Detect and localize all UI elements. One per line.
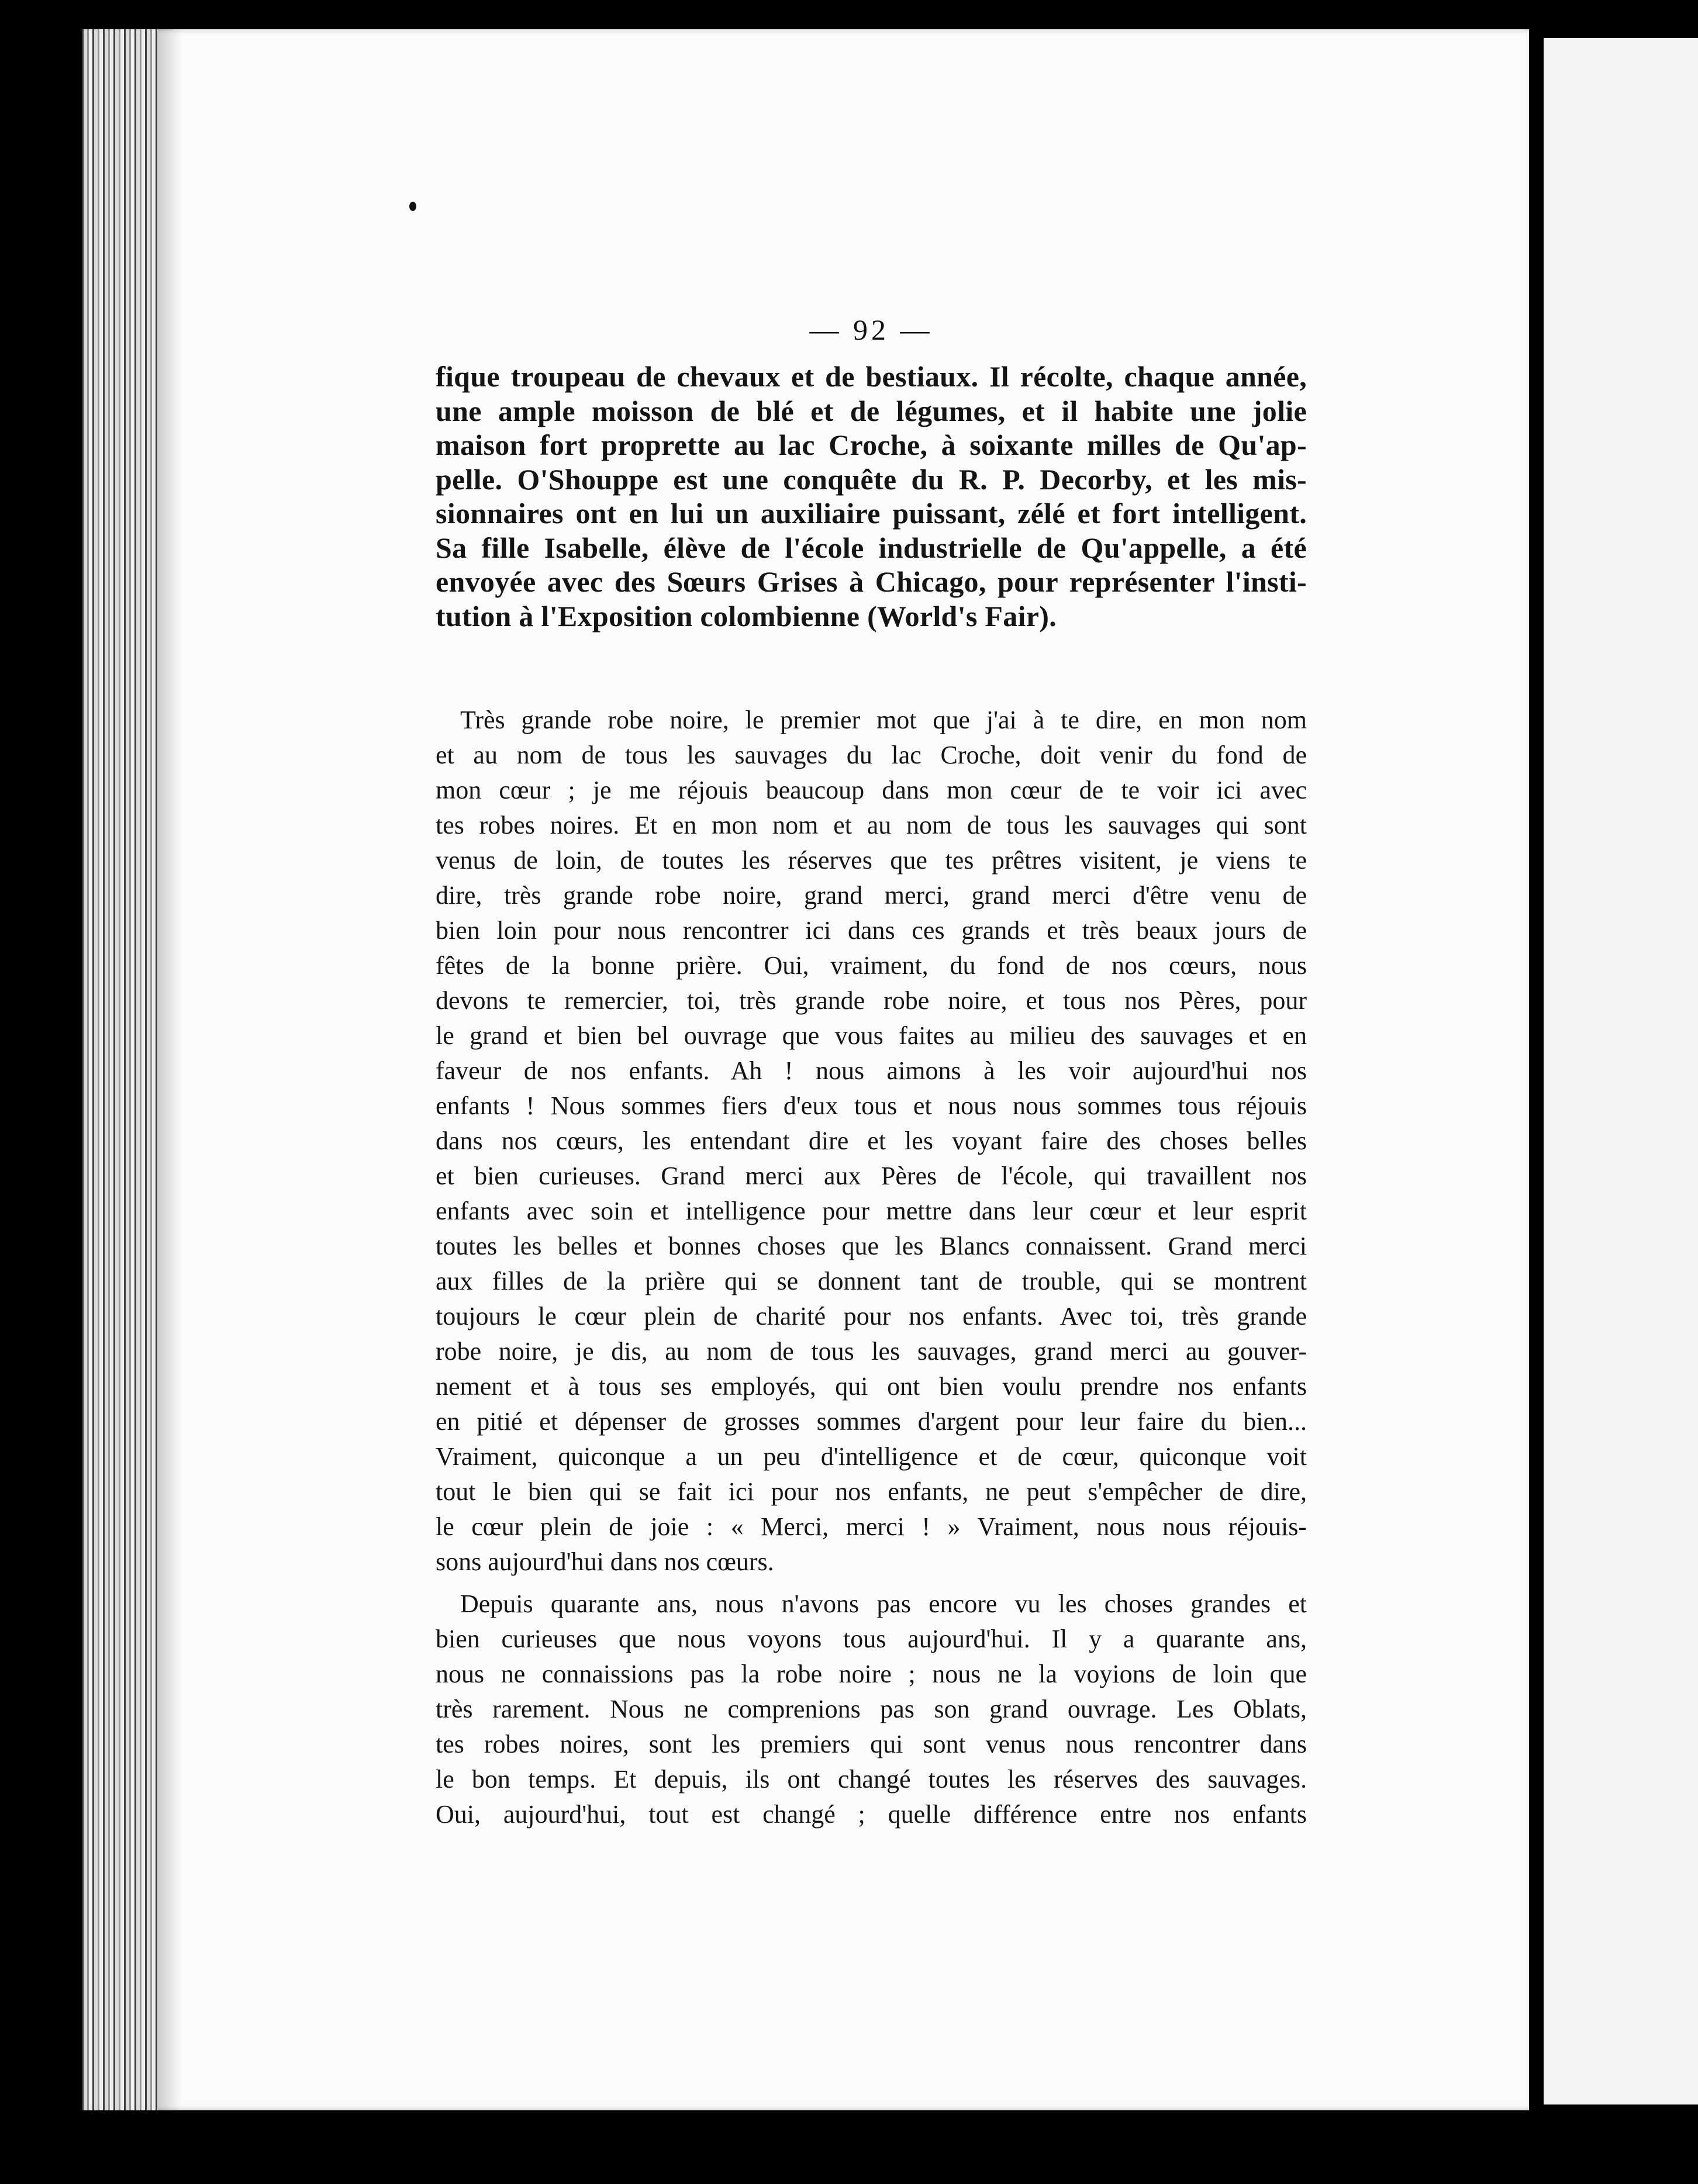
text-line: le cœur plein de joie : « Merci, merci ! » Vraiment, nous nous réjouis-	[436, 1512, 1307, 1541]
text-line: enfants ! Nous sommes fiers d'eux tous et nous nous sommes tous réjouis	[436, 1091, 1307, 1120]
paragraph-2	[436, 703, 1307, 1580]
text-line: le grand et bien bel ouvrage que vous faites au milieu des sauvages et en	[436, 1021, 1307, 1050]
text-line: tes robes noires. Et en mon nom et au nom de tous les sauvages qui sont	[436, 811, 1307, 839]
text-line: Oui, aujourd'hui, tout est changé ; quelle différence entre nos enfants	[436, 1800, 1307, 1829]
text-line: Sa fille Isabelle, élève de l'école industrielle de Qu'appelle, a été	[436, 531, 1307, 564]
text-line: bien curieuses que nous voyons tous aujourd'hui. Il y a quarante ans,	[436, 1625, 1307, 1653]
text-line: et au nom de tous les sauvages du lac Croche, doit venir du fond de	[436, 741, 1307, 769]
text-line: pelle. O'Shouppe est une conquête du R. P. Decorby, et les mis-	[436, 462, 1307, 496]
text-line: fique troupeau de chevaux et de bestiaux. Il récolte, chaque année,	[436, 360, 1307, 393]
page-stack-edge	[82, 29, 158, 2110]
text-line: tes robes noires, sont les premiers qui sont venus nous rencontrer dans	[436, 1730, 1307, 1758]
text-line: toujours le cœur plein de charité pour nos enfants. Avec toi, très grande	[436, 1302, 1307, 1331]
ink-speck	[409, 202, 416, 211]
binding-shadow	[158, 29, 181, 2110]
text-line: mon cœur ; je me réjouis beaucoup dans mon cœur de te voir ici avec	[436, 776, 1307, 804]
text-line: nement et à tous ses employés, qui ont bien voulu prendre nos enfants	[436, 1372, 1307, 1401]
text-line: enfants avec soin et intelligence pour mettre dans leur cœur et leur esprit	[436, 1197, 1307, 1225]
text-line: bien loin pour nous rencontrer ici dans ces grands et très beaux jours de	[436, 916, 1307, 945]
text-line: en pitié et dépenser de grosses sommes d'argent pour leur faire du bien...	[436, 1407, 1307, 1436]
book-gutter	[1529, 0, 1544, 2184]
text-line: dire, très grande robe noire, grand merci, grand merci d'être venu de	[436, 881, 1307, 910]
paragraph-1	[436, 360, 1307, 633]
text-line: le bon temps. Et depuis, ils ont changé toutes les réserves des sauvages.	[436, 1765, 1307, 1793]
text-line: aux filles de la prière qui se donnent tant de trouble, qui se montrent	[436, 1267, 1307, 1295]
text-line: devons te remercier, toi, très grande robe noire, et tous nos Pères, pour	[436, 986, 1307, 1015]
text-line: fêtes de la bonne prière. Oui, vraiment, du fond de nos cœurs, nous	[436, 951, 1307, 980]
text-line: venus de loin, de toutes les réserves que tes prêtres visitent, je viens te	[436, 846, 1307, 875]
text-line: très rarement. Nous ne comprenions pas son grand ouvrage. Les Oblats,	[436, 1695, 1307, 1723]
text-line: faveur de nos enfants. Ah ! nous aimons à les voir aujourd'hui nos	[436, 1056, 1307, 1085]
text-line: Vraiment, quiconque a un peu d'intelligence et de cœur, quiconque voit	[436, 1442, 1307, 1471]
text-line: toutes les belles et bonnes choses que les Blancs connaissent. Grand merci	[436, 1232, 1307, 1260]
text-line: sons aujourd'hui dans nos cœurs.	[436, 1547, 774, 1576]
text-line: sionnaires ont en lui un auxiliaire puissant, zélé et fort intelligent.	[436, 497, 1307, 530]
page-number: — 92 —	[809, 313, 933, 346]
text-line: une ample moisson de blé et de légumes, et il habite une jolie	[436, 394, 1307, 427]
text-line: tout le bien qui se fait ici pour nos enfants, ne peut s'empêcher de dire,	[436, 1477, 1307, 1506]
paragraph-3	[436, 1587, 1307, 1832]
text-line: Très grande robe noire, le premier mot que j'ai à te dire, en mon nom	[460, 706, 1307, 734]
text-line: et bien curieuses. Grand merci aux Pères de l'école, qui travaillent nos	[436, 1162, 1307, 1190]
text-line: robe noire, je dis, au nom de tous les sauvages, grand merci au gouver-	[436, 1337, 1307, 1366]
text-line: nous ne connaissions pas la robe noire ; nous ne la voyions de loin que	[436, 1660, 1307, 1688]
text-line: tution à l'Exposition colombienne (World's Fair).	[436, 599, 1057, 633]
text-line: Depuis quarante ans, nous n'avons pas encore vu les choses grandes et	[460, 1589, 1307, 1618]
text-line: maison fort proprette au lac Croche, à soixante milles de Qu'ap-	[436, 428, 1307, 461]
text-line: dans nos cœurs, les entendant dire et les voyant faire des choses belles	[436, 1126, 1307, 1155]
text-line: envoyée avec des Sœurs Grises à Chicago, pour représenter l'insti-	[436, 565, 1307, 598]
adjacent-page	[1544, 38, 1698, 2104]
